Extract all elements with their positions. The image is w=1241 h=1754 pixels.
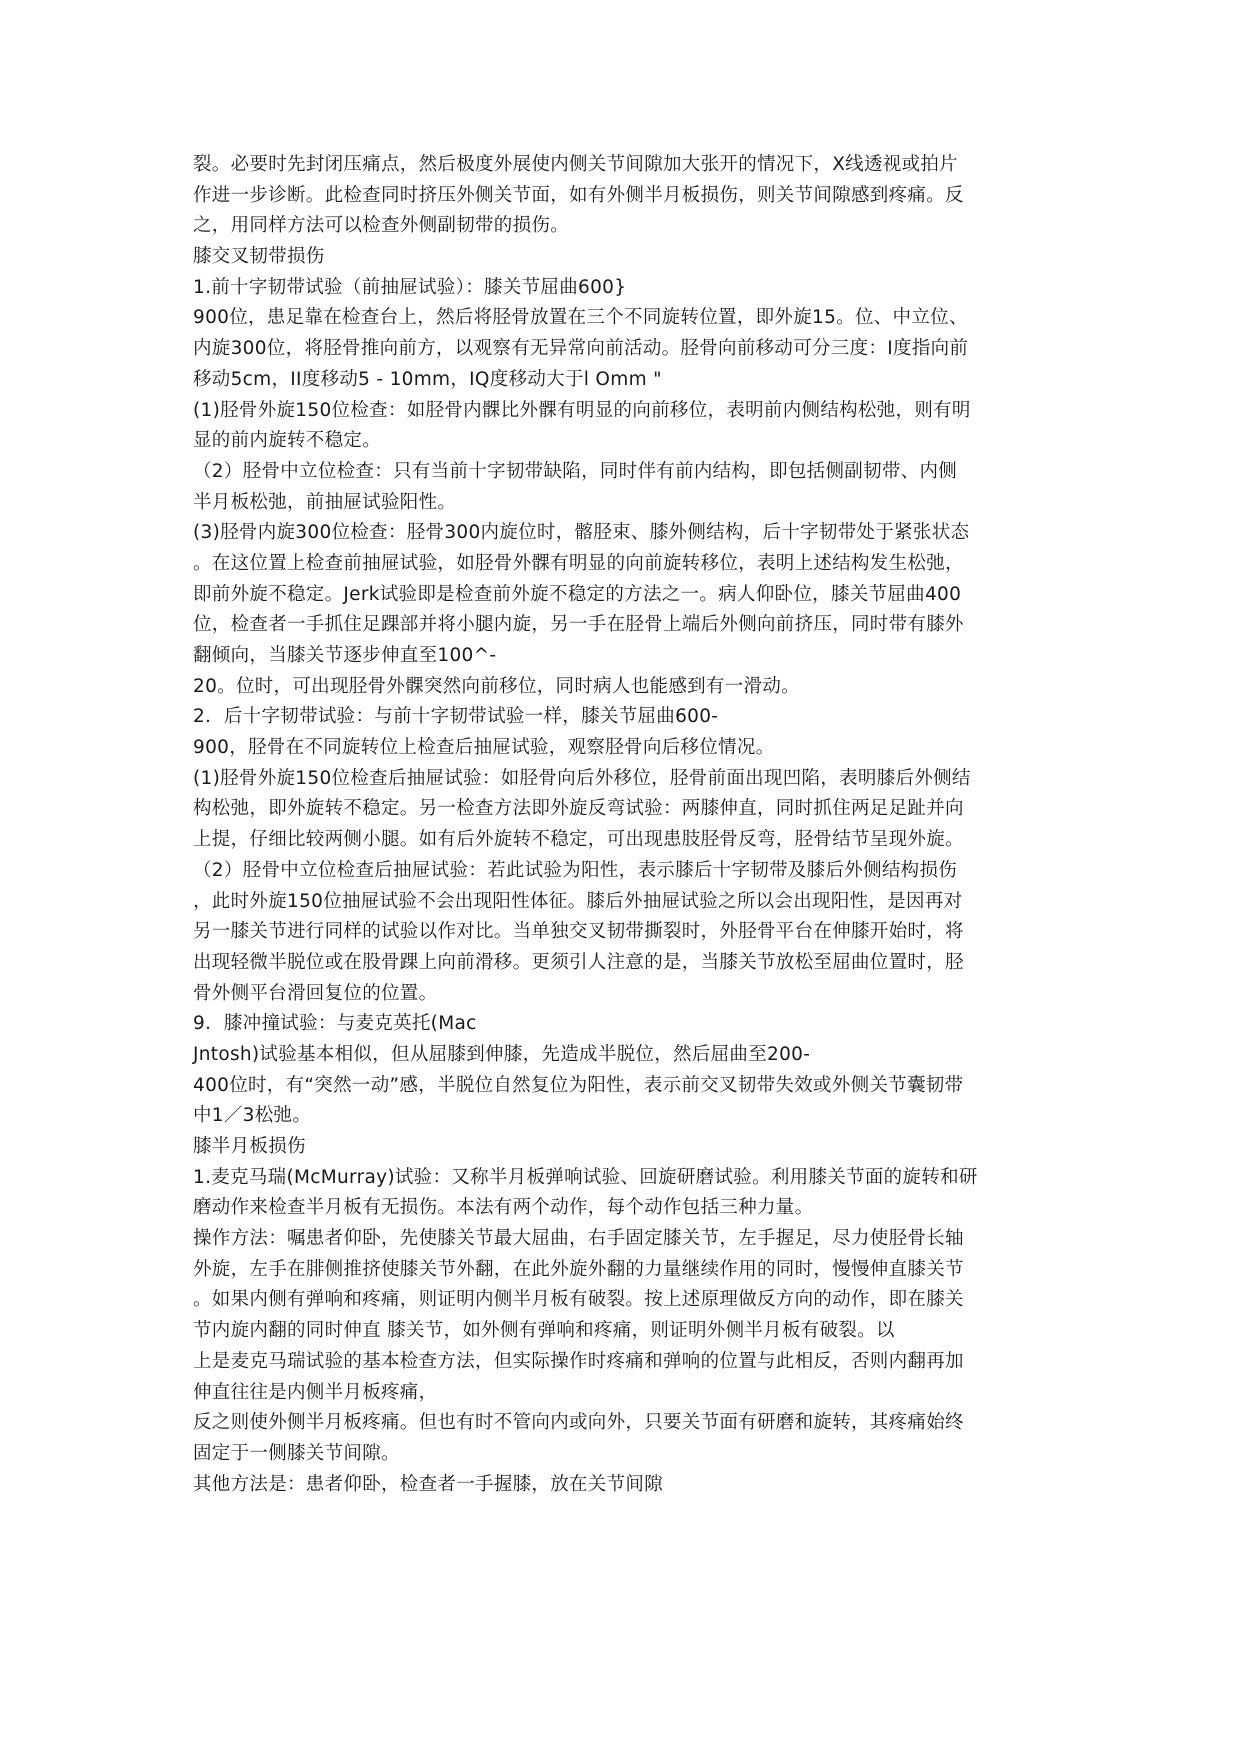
text-line: 其他方法是：患者仰卧，检查者一手握膝，放在关节间隙 — [193, 1473, 664, 1495]
text-line: 半月板松弛，前抽屉试验阳性。 — [193, 491, 457, 513]
text-line: 中1／3松弛。 — [193, 1105, 312, 1127]
document-page — [193, 150, 1053, 1500]
text-line: 20。位时，可出现胫骨外髁突然向前移位，同时病人也能感到有一滑动。 — [193, 675, 800, 697]
text-line: 上提，仔细比较两侧小腿。如有后外旋转不稳定，可出现患肢胫骨反弯，胫骨结节呈现外旋。 — [193, 829, 964, 851]
section-heading: 膝交叉韧带损伤 — [193, 246, 325, 268]
text-line: 节内旋内翻的同时伸直 膝关节，如外侧有弹响和疼痛，则证明外侧半月板有破裂。以 — [193, 1320, 895, 1342]
text-line: 固定于一侧膝关节间隙。 — [193, 1442, 400, 1464]
text-line: 1.前十字韧带试验（前抽屉试验）：膝关节屈曲600} — [193, 276, 627, 298]
text-line: 外旋，左手在腓侧推挤使膝关节外翻，在此外旋外翻的力量继续作用的同时，慢慢伸直膝关节 — [193, 1258, 964, 1280]
text-line: Jntosh)试验基本相似，但从屈膝到伸膝，先造成半脱位，然后屈曲至200- — [193, 1043, 811, 1065]
text-line: 2．后十字韧带试验：与前十字韧带试验一样，膝关节屈曲600- — [193, 706, 719, 728]
text-line: ，此时外旋150位抽屉试验不会出现阳性体征。膝后外抽屉试验之所以会出现阳性，是因再对 — [193, 890, 963, 912]
text-line: 即前外旋不稳定。Jerk试验即是检查前外旋不稳定的方法之一。病人仰卧位，膝关节屈曲400 — [193, 583, 962, 605]
text-line: 上是麦克马瑞试验的基本检查方法，但实际操作时疼痛和弹响的位置与此相反，否则内翻再加 — [193, 1350, 964, 1372]
text-line: 翻倾向，当膝关节逐步伸直至100^- — [193, 645, 497, 666]
section-heading: 膝半月板损伤 — [193, 1136, 306, 1157]
text-line: 构松弛，即外旋转不稳定。另一检查方法即外旋反弯试验：两膝伸直，同时抓住两足足趾并向 — [193, 798, 964, 820]
text-line: 位，检查者一手抓住足踝部并将小腿内旋，另一手在胫骨上端后外侧向前挤压，同时带有膝外 — [193, 614, 964, 636]
text-line: 1.麦克马瑞(McMurray)试验：又称半月板弹响试验、回旋研磨试验。利用膝关节面的旋转和研 — [193, 1166, 978, 1188]
text-line: 作进一步诊断。此检查同时挤压外侧关节面，如有外侧半月板损伤，则关节间隙感到疼痛。反 — [193, 184, 964, 206]
text-line: 显的前内旋转不稳定。 — [193, 430, 382, 452]
text-line: 内旋300位，将胫骨推向前方，以观察有无异常向前活动。胫骨向前移动可分三度：I度指向前 — [193, 338, 969, 360]
text-line: (1)胫骨外旋150位检查后抽屉试验：如胫骨向后外移位，胫骨前面出现凹陷，表明膝后外侧结 — [193, 767, 971, 789]
text-line: 。在这位置上检查前抽屉试验，如胫骨外髁有明显的向前旋转移位，表明上述结构发生松弛， — [193, 552, 964, 574]
text-line: 另一膝关节进行同样的试验以作对比。当单独交叉韧带撕裂时，外胫骨平台在伸膝开始时，将 — [193, 921, 964, 943]
text-line: (3)胫骨内旋300位检查：胫骨300内旋位时，髂胫束、膝外侧结构，后十字韧带处于紧张状态 — [193, 522, 970, 544]
text-line: 操作方法：嘱患者仰卧，先使膝关节最大屈曲，右手固定膝关节，左手握足，尽力使胫骨长轴 — [193, 1228, 964, 1250]
text-line: 。如果内侧有弹响和疼痛，则证明内侧半月板有破裂。按上述原理做反方向的动作，即在膝关 — [193, 1289, 964, 1311]
text-line: 出现轻微半脱位或在股骨踝上向前滑移。更须引人注意的是，当膝关节放松至屈曲位置时，胫 — [193, 951, 964, 973]
text-line: 裂。必要时先封闭压痛点，然后极度外展使内侧关节间隙加大张开的情况下，X线透视或拍片 — [193, 154, 958, 175]
text-line: 伸直往往是内侧半月板疼痛， — [193, 1381, 438, 1403]
text-line: 骨外侧平台滑回复位的位置。 — [193, 982, 438, 1004]
text-line: （2）胫骨中立位检查：只有当前十字韧带缺陷，同时伴有前内结构，即包括侧副韧带、内侧 — [193, 460, 958, 482]
text-line: 移动5cm，II度移动5 - 10mm，IQ度移动大于l Omm " — [193, 368, 662, 390]
text-line: 400位时，有“突然一动”感，半脱位自然复位为阳性，表示前交叉韧带失效或外侧关节囊韧带 — [193, 1074, 964, 1096]
text-line: （2）胫骨中立位检查后抽屉试验：若此试验为阳性，表示膝后十字韧带及膝后外侧结构损伤 — [193, 859, 958, 881]
text-line: 之，用同样方法可以检查外侧副韧带的损伤。 — [193, 215, 570, 237]
text-line: (1)胫骨外旋150位检查：如胫骨内髁比外髁有明显的向前移位，表明前内侧结构松弛，则有明 — [193, 399, 971, 421]
text-line: 磨动作来检查半月板有无损伤。本法有两个动作，每个动作包括三种力量。 — [193, 1197, 814, 1219]
text-line: 反之则使外侧半月板疼痛。但也有时不管向内或向外，只要关节面有研磨和旋转，其疼痛始终 — [193, 1412, 964, 1434]
text-line: 900，胫骨在不同旋转位上检查后抽屉试验，观察胫骨向后移位情况。 — [193, 737, 775, 759]
text-line: 900位，患足靠在检查台上，然后将胫骨放置在三个不同旋转位置，即外旋15。位、中立位、 — [193, 307, 968, 329]
text-line: 9．膝冲撞试验：与麦克英托(Mac — [193, 1013, 477, 1035]
